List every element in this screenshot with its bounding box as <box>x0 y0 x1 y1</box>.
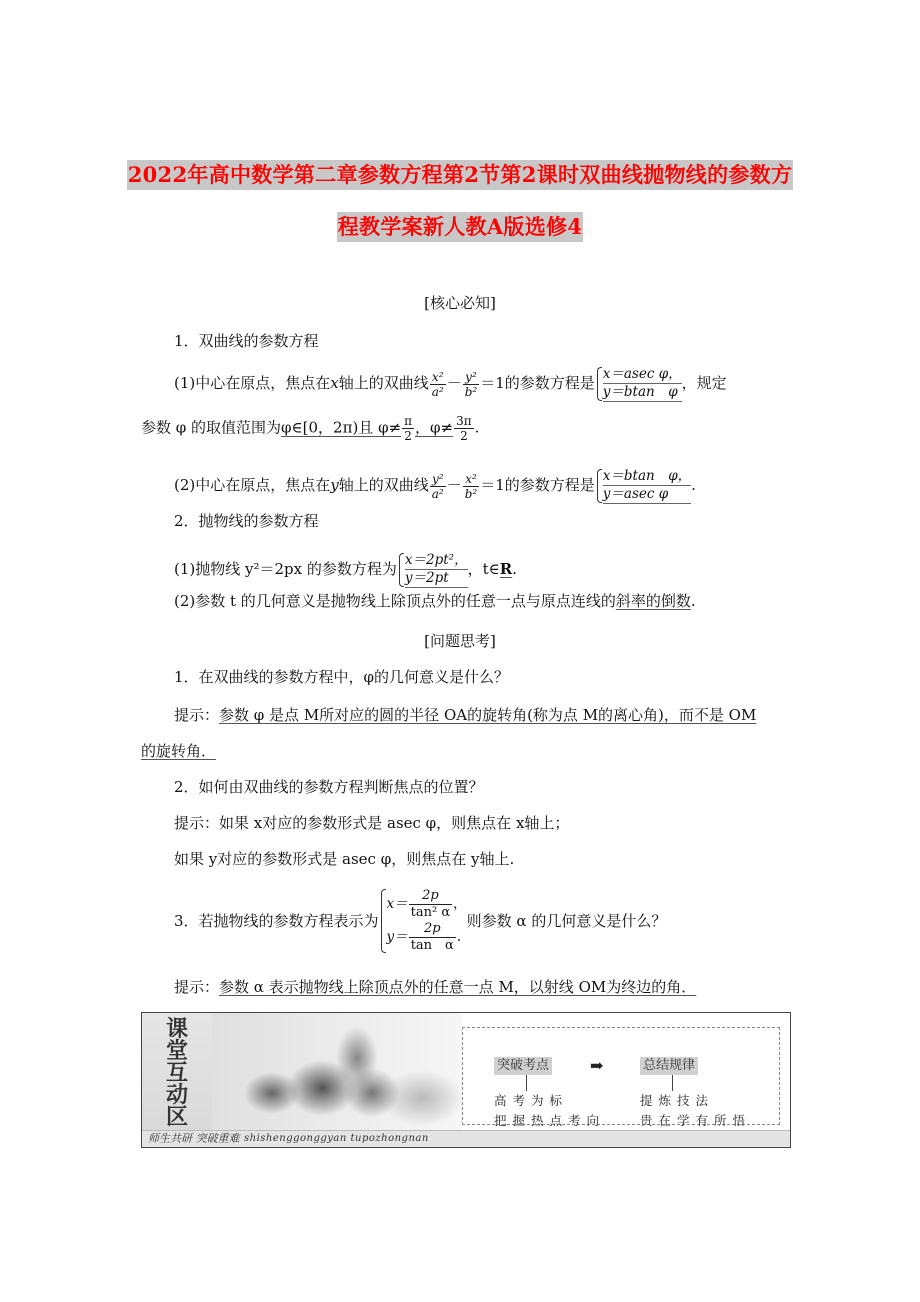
numerator: 2p <box>409 921 456 938</box>
var-x: x <box>330 374 339 392</box>
tag1-subtext-1: 高考为标 <box>494 1093 569 1108</box>
minus-sign: － <box>446 374 462 392</box>
tag2-subtext-1: 提炼技法 <box>640 1093 715 1108</box>
denominator: b² <box>464 384 478 399</box>
title-char: 互 <box>165 1061 188 1086</box>
classroom-photo <box>212 1013 462 1131</box>
title-char: 课 <box>165 1017 188 1042</box>
system-row-y <box>387 921 467 954</box>
system-row-y: y＝asec φ <box>603 486 691 504</box>
denominator: a² <box>431 384 444 399</box>
tag1-subtext-2: 把握热点考向 <box>494 1113 606 1128</box>
connector-line <box>672 1075 673 1091</box>
document-title-part-2: 程教学案新人教A版选修4 <box>337 212 584 242</box>
hint-1-text: 参数 φ 是点 M所对应的圆的半径 OA的旋转角(称为点 M的离心角)，而不是 OM <box>219 706 757 724</box>
tag2-subtext-2: 贵在学有所悟 <box>640 1113 752 1128</box>
title-line-2 <box>0 212 920 242</box>
parabola-tan-system <box>379 888 467 954</box>
hint-1-line-1 <box>174 704 756 726</box>
question-2: 2．如何由双曲线的参数方程判断焦点的位置？ <box>174 778 484 796</box>
period: . <box>691 476 696 494</box>
hyperbola-x-axis-paragraph <box>174 366 727 402</box>
hint-label: 提示： <box>174 978 220 996</box>
item-1-label: 1．双曲线的参数方程 <box>174 332 319 350</box>
system-row-y: y＝2pt <box>405 570 468 588</box>
period: . <box>456 929 462 945</box>
system-row-x: x＝btan φ， <box>602 468 692 484</box>
comma: ， <box>453 896 467 912</box>
period: . <box>512 560 517 578</box>
lhs: y＝ <box>386 929 408 945</box>
text-span: ＝1的参数方程是 <box>480 476 595 494</box>
item-2-label: 2．抛物线的参数方程 <box>174 512 319 530</box>
answer-separator: ，φ≠ <box>415 418 454 437</box>
system-row-y: y＝btan φ <box>603 384 682 402</box>
arrow-right-icon: ➡ <box>590 1056 604 1075</box>
numerator: y² <box>430 472 446 487</box>
denominator: tan α <box>410 938 454 953</box>
answer-phi-range: φ∈[0，2π)且 φ≠ <box>281 418 402 437</box>
question-1: 1．在双曲线的参数方程中，φ的几何意义是什么？ <box>174 668 510 686</box>
parametric-system-answer <box>595 468 691 504</box>
hint-label: 提示： <box>174 706 220 724</box>
fraction-y2-a2 <box>430 472 446 501</box>
minus-sign: － <box>446 476 462 494</box>
section-heading-core-knowledge: [核心必知] <box>424 294 496 312</box>
system-row-x: x＝2pt²， <box>404 552 468 568</box>
text-span: 则参数 α 的几何意义是什么？ <box>466 912 667 930</box>
text-span: ，t∈ <box>467 560 500 578</box>
hint-2-line-1: 提示：如果 x对应的参数形式是 asec φ，则焦点在 x轴上； <box>174 814 570 832</box>
banner-footer <box>142 1130 790 1147</box>
hint-1-text-cont: 的旋转角． <box>141 742 217 760</box>
title-char: 区 <box>165 1105 188 1130</box>
classroom-interaction-banner <box>141 1012 791 1148</box>
connector-line <box>526 1075 527 1091</box>
footer-chinese: 师生共研 突破重难 <box>148 1132 240 1145</box>
text-span: (2)参数 t 的几何意义是抛物线上除顶点外的任意一点与原点连线的 <box>174 592 616 610</box>
denominator: 2 <box>460 429 468 443</box>
fraction-x2-a2 <box>430 370 446 399</box>
banner-vertical-title <box>162 1019 192 1129</box>
system-row-x: x＝asec φ， <box>602 366 682 382</box>
period: . <box>474 418 480 437</box>
numerator: x² <box>463 472 480 487</box>
hint-3-text: 参数 α 表示抛物线上除顶点外的任意一点 M，以射线 OM为终边的角． <box>219 978 697 996</box>
tag-breakthrough-points: 突破考点 <box>494 1057 552 1075</box>
tag-summarize-rules: 总结规律 <box>640 1057 698 1075</box>
hint-2-line-2: 如果 y对应的参数形式是 asec φ，则焦点在 y轴上. <box>174 850 515 868</box>
denominator: a² <box>431 486 444 501</box>
fraction-3pi-2 <box>454 414 474 443</box>
title-line-1 <box>0 160 920 190</box>
text-span: 参数 φ 的取值范围为 <box>141 418 282 437</box>
text-span: ＝1的参数方程是 <box>480 374 595 392</box>
parametric-system-answer <box>595 366 682 402</box>
text-span: 3．若抛物线的参数方程表示为 <box>174 912 379 930</box>
parabola-parametric-paragraph <box>174 552 517 588</box>
text-span: 轴上的双曲线 <box>338 476 429 494</box>
fraction-2p-tan <box>409 921 456 954</box>
hint-1-line-2 <box>141 740 216 762</box>
system-row-x <box>387 888 467 921</box>
text-span: (1)中心在原点，焦点在 <box>174 374 331 392</box>
numerator: y² <box>463 370 480 385</box>
phi-range-paragraph <box>141 414 479 443</box>
hint-3 <box>174 976 696 998</box>
var-y: y <box>330 476 339 494</box>
denominator: tan² α <box>410 905 451 920</box>
period: . <box>690 592 696 610</box>
numerator: 3π <box>456 414 472 428</box>
fraction-y2-b2 <box>463 370 480 399</box>
parameter-t-meaning-paragraph <box>174 590 696 612</box>
fraction-2p-tan2 <box>409 888 452 921</box>
fraction-pi-2 <box>402 414 414 443</box>
text-span: (2)中心在原点，焦点在 <box>174 476 331 494</box>
lhs: x＝ <box>386 896 408 912</box>
document-title-part-1: 2022年高中数学第二章参数方程第2节第2课时双曲线抛物线的参数方 <box>127 160 794 190</box>
title-char: 堂 <box>165 1039 188 1064</box>
title-char: 动 <box>165 1083 188 1108</box>
numerator: 2p <box>409 888 452 905</box>
numerator: x² <box>430 370 446 385</box>
denominator: 2 <box>404 429 412 443</box>
hyperbola-y-axis-paragraph <box>174 468 696 504</box>
question-3 <box>174 888 666 968</box>
answer-reciprocal-slope: 斜率的倒数 <box>615 592 691 610</box>
footer-pinyin: shishenggonggyan tupozhongnan <box>244 1133 429 1144</box>
denominator: b² <box>464 486 478 501</box>
parametric-system-answer <box>397 552 468 588</box>
banner-title-panel <box>142 1013 212 1131</box>
section-heading-questions: [问题思考] <box>424 632 496 650</box>
numerator: π <box>404 414 413 428</box>
text-span: (1)抛物线 y²＝2px 的参数方程为 <box>174 560 397 578</box>
fraction-x2-b2 <box>463 472 480 501</box>
answer-real-set: R <box>499 560 513 578</box>
text-span: 轴上的双曲线 <box>338 374 429 392</box>
text-span: ，规定 <box>681 374 727 392</box>
